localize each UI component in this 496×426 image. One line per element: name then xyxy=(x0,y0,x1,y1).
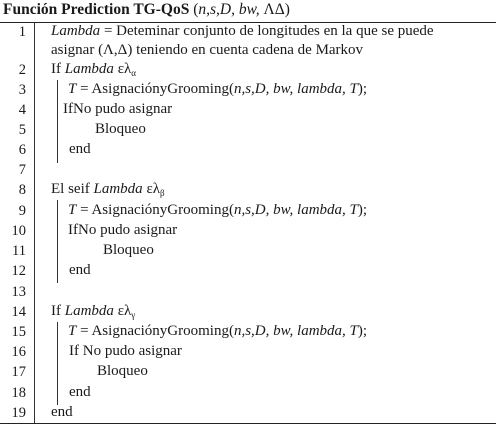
line-number: 6 xyxy=(18,142,26,158)
code-text: Bloqueo xyxy=(103,242,154,258)
line-number: 11 xyxy=(12,243,26,259)
code-text: Bloqueo xyxy=(95,121,146,137)
keyword-elseif: El seif xyxy=(51,181,94,197)
title-paren-open: ( xyxy=(189,1,199,18)
line-number: 12 xyxy=(11,263,26,279)
code-line-19 xyxy=(51,404,73,421)
code-close: ); xyxy=(357,81,368,97)
var-lambda: Lambda xyxy=(93,181,143,197)
code-close: ); xyxy=(357,323,368,339)
code-line-8 xyxy=(51,181,165,198)
code-line-1-cont xyxy=(51,42,363,59)
block-guide-if2 xyxy=(57,322,58,405)
set-symbol: ελ xyxy=(113,303,132,319)
var-t: T xyxy=(68,202,77,218)
line-number: 13 xyxy=(11,284,26,300)
call-params: n,s,D, bw, lambda, T xyxy=(233,81,358,97)
code-line-15 xyxy=(68,323,367,340)
keyword-end: end xyxy=(69,262,91,278)
code-line-12 xyxy=(69,262,91,279)
code-text: = Deteminar conjunto de longitudes en la que se puede xyxy=(100,23,434,39)
code-line-18 xyxy=(69,384,91,401)
keyword-end: end xyxy=(51,404,73,420)
line-number: 4 xyxy=(18,102,26,118)
code-text: IfNo pudo asignar xyxy=(63,101,173,117)
call-params: n,s,D, bw, lambda, T xyxy=(233,323,358,339)
code-line-4 xyxy=(63,101,172,118)
line-number: 2 xyxy=(18,62,26,78)
algorithm-params: n,s,D, bw, xyxy=(198,1,264,18)
set-symbol: ελ xyxy=(142,181,161,197)
subscript: γ xyxy=(131,310,136,320)
code-line-1 xyxy=(51,23,434,40)
line-number: 3 xyxy=(18,82,26,98)
bottom-rule xyxy=(0,423,496,424)
keyword-end: end xyxy=(69,141,91,157)
line-number: 8 xyxy=(18,182,26,198)
code-text: = AsignaciónyGrooming( xyxy=(76,202,234,218)
title-paren-close: ) xyxy=(284,1,290,18)
algorithm-title xyxy=(3,1,290,19)
line-number: 9 xyxy=(18,203,26,219)
gutter-line xyxy=(34,23,35,423)
var-t: T xyxy=(68,323,77,339)
code-text: = AsignaciónyGrooming( xyxy=(76,323,234,339)
line-number: 19 xyxy=(11,405,26,421)
set-symbol: ελ xyxy=(113,61,132,77)
var-t: T xyxy=(68,81,77,97)
line-number: 14 xyxy=(11,304,26,320)
line-number: 15 xyxy=(11,324,26,340)
code-line-5 xyxy=(95,121,146,138)
line-number: 17 xyxy=(11,364,26,380)
line-number: 1 xyxy=(18,24,26,40)
block-guide-if xyxy=(57,80,58,163)
block-guide-elseif xyxy=(57,200,58,283)
line-number: 5 xyxy=(18,122,26,138)
subscript: β xyxy=(160,188,165,198)
code-line-11 xyxy=(103,242,154,259)
line-number: 16 xyxy=(11,344,26,360)
var-lambda: Lambda xyxy=(51,23,101,39)
code-line-17 xyxy=(97,363,148,380)
code-close: ); xyxy=(357,202,368,218)
keyword-if: If xyxy=(51,61,65,77)
var-lambda: Lambda xyxy=(64,61,114,77)
line-number: 18 xyxy=(11,385,26,401)
code-line-9 xyxy=(68,202,367,219)
algorithm-name: Función Prediction TG-QoS xyxy=(3,1,190,18)
code-line-2 xyxy=(51,61,136,78)
code-line-10 xyxy=(68,222,177,239)
var-lambda: Lambda xyxy=(64,303,114,319)
code-line-16 xyxy=(69,343,182,360)
subscript: α xyxy=(131,68,136,78)
code-line-14 xyxy=(51,303,135,320)
line-number: 7 xyxy=(18,162,26,178)
keyword-end: end xyxy=(69,384,91,400)
code-text: IfNo pudo asignar xyxy=(68,222,178,238)
keyword-if: If xyxy=(51,303,65,319)
code-text: If No pudo asignar xyxy=(69,343,182,359)
code-text: asignar (Λ,Δ) teniendo en cuenta cadena de Markov xyxy=(51,42,364,58)
algorithm-params-tail: ΛΔ xyxy=(263,1,285,18)
call-params: n,s,D, bw, lambda, T xyxy=(233,202,358,218)
code-line-3 xyxy=(68,81,367,98)
line-number: 10 xyxy=(11,223,26,239)
code-line-6 xyxy=(69,141,91,158)
code-text: = AsignaciónyGrooming( xyxy=(76,81,234,97)
code-text: Bloqueo xyxy=(97,363,148,379)
